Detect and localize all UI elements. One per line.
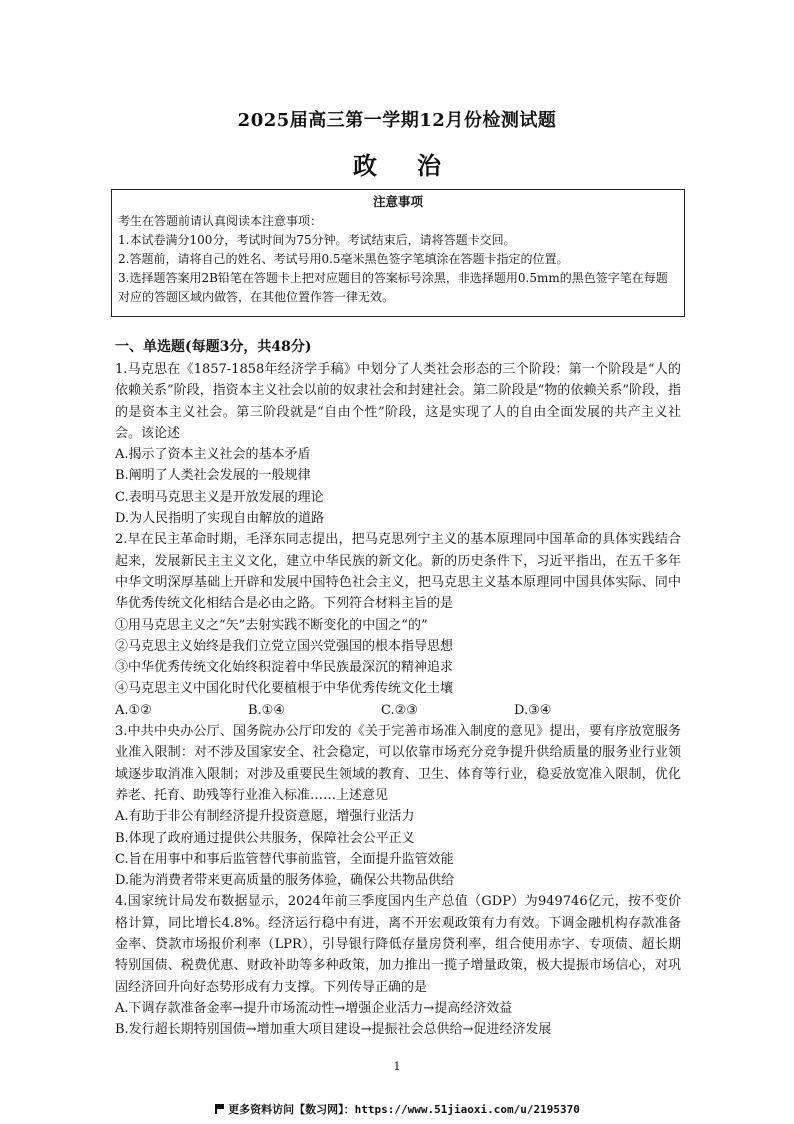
option-d: D.为人民指明了实现自由解放的道路 <box>115 511 325 527</box>
notice-line: 考生在答题前请认真阅读本注意事项： <box>118 214 323 228</box>
option-c: C.②③ <box>381 702 418 718</box>
page-number: 1 <box>393 1060 401 1073</box>
question-stem: 4.国家统计局发布数据显示，2024年前三季度国内生产总值（GDP）为949746亿元，按不变价格计算，同比增长4.8%。经济运行稳中有进，离不开宏观政策有力有效。下调金融机构存款准备金率、贷款市场报价利率（LPR），引导银行降低存量房贷利率，组合使用赤字、专项债、超长期特别国债、税费优惠、财政补助等多种政策，加力推出一揽子增量政策，极大提振市场信心，对巩固经济回升向好态势形成有力支撑。下列传导正确的是 <box>115 894 681 995</box>
option-b: B.发行超长期特别国债→增加重大项目建设→提振社会总供给→促进经济发展 <box>115 1022 552 1038</box>
option-b: B.阐明了人类社会发展的一般规律 <box>115 468 311 484</box>
notice-line: 1.本试卷满分100分，考试时间为75分钟。考试结束后，请将答题卡交回。 <box>118 233 516 247</box>
section-heading: 一、单选题(每题3分，共48分) <box>115 339 312 355</box>
option-c: C.旨在用事中和事后监管替代事前监管，全面提升监管效能 <box>115 851 454 867</box>
option-a: A.下调存款准备金率→提升市场流动性→增强企业活力→提高经济效益 <box>115 1000 513 1016</box>
question-3 <box>115 721 681 891</box>
question-stem: 1.马克思在《1857-1858年经济学手稿》中划分了人类社会形态的三个阶段：第一个阶段是“人的依赖关系”阶段，指资本主义社会以前的奴隶社会和封建社会。第二阶段是“物的依赖关系”阶段，指的是资本主义社会。第三阶段就是“自由个性”阶段，这是实现了人的自由全面发展的共产主义社会。该论述 <box>115 362 681 441</box>
statement-1: ①用马克思主义之“矢”去射实践不断变化的中国之“的” <box>115 617 428 633</box>
option-d: D.能为消费者带来更高质量的服务体验，确保公共物品供给 <box>115 873 455 889</box>
option-b: B.体现了政府通过提供公共服务，保障社会公平正义 <box>115 830 415 846</box>
statement-3: ③中华优秀传统文化始终积淀着中华民族最深沉的精神追求 <box>115 660 454 676</box>
question-stem: 3.中共中央办公厅、国务院办公厅印发的《关于完善市场准入制度的意见》提出，要有序放宽服务业准入限制：对不涉及国家安全、社会稳定，可以依靠市场充分竞争提升供给质量的服务业行业领域逐步取消准入限制；对涉及重要民生领域的教育、卫生、体育等行业，稳妥放宽准入限制，优化养老、托育、助残等行业准入标准……上述意见 <box>115 724 681 803</box>
question-section <box>115 336 681 1041</box>
footer-link[interactable] <box>0 1101 794 1117</box>
option-d: D.③④ <box>514 702 552 718</box>
notice-heading: 注意事项 <box>372 194 423 209</box>
question-stem: 2.早在民主革命时期，毛泽东同志提出，把马克思列宁主义的基本原理同中国革命的具体实践结合起来，发展新民主主义文化，建立中华民族的新文化。新的历史条件下，习近平指出，在五千多年中华文明深厚基础上开辟和发展中国特色社会主义，把马克思主义基本原理同中国具体实际、同中华优秀传统文化相结合是必由之路。下列符合材料主旨的是 <box>115 532 681 612</box>
flag-icon <box>214 1104 224 1114</box>
notice-line: 3.选择题答案用2B铅笔在答题卡上把对应题目的答案标号涂黑，非选择题用0.5mm的黑色签字笔在每题对应的答题区域内做答，在其他位置作答一律无效。 <box>118 271 668 304</box>
question-1 <box>115 359 681 529</box>
option-b: B.①④ <box>248 702 285 718</box>
option-a: A.揭示了资本主义社会的基本矛盾 <box>115 447 311 463</box>
question-2 <box>115 529 681 721</box>
subject-title <box>0 146 794 181</box>
option-a: A.①② <box>115 702 152 718</box>
question-4 <box>115 891 681 1040</box>
statement-4: ④马克思主义中国化时代化要植根于中华优秀传统文化土壤 <box>115 681 454 697</box>
option-c: C.表明马克思主义是开放发展的理论 <box>115 489 324 505</box>
option-a: A.有助于非公有制经济提升投资意愿，增强行业活力 <box>115 809 415 825</box>
subject-text: 政治 <box>353 151 481 180</box>
statement-2: ②马克思主义始终是我们立党立国兴党强国的根本指导思想 <box>115 638 454 654</box>
footer-link-text[interactable]: 更多资料访问【数习网】：https://www.51jiaoxi.com/u/2195370 <box>228 1103 580 1116</box>
exam-title: 2025届高三第一学期12月份检测试题 <box>237 110 557 131</box>
notice-box <box>111 189 685 317</box>
notice-line: 2.答题前，请将自己的姓名、考试号用0.5毫米黑色签字笔填涂在答题卡指定的位置。 <box>118 252 569 266</box>
options-row <box>115 700 681 721</box>
